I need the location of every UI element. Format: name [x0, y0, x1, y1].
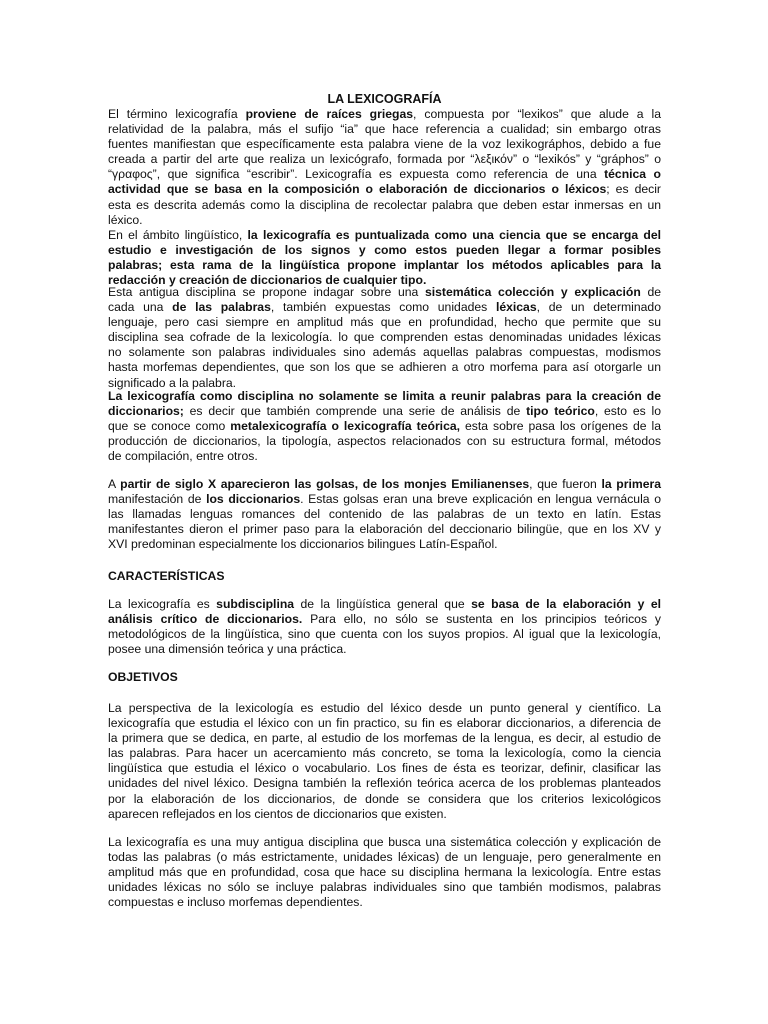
text-run: , que fueron [529, 477, 602, 491]
text-line [108, 198, 661, 213]
paragraph-objetivos [108, 701, 661, 822]
bold-text: sistemática colección y explicación [424, 285, 641, 299]
text-line [108, 404, 661, 419]
text-line [108, 865, 661, 880]
text-run: todas las palabras (o más estrictamente, unidades léxicas) de un lenguaje, pero generalmente en [108, 850, 661, 865]
paragraph-history [108, 477, 661, 552]
text-line [108, 895, 661, 910]
text-line [108, 731, 661, 746]
bold-text: léxicas [495, 300, 537, 315]
bold-text: diccionarios; [108, 404, 184, 419]
text-run: esta sobre pasa los orígenes de la [460, 419, 661, 434]
heading-objetivos: OBJETIVOS [108, 670, 178, 684]
text-run: XVI predominan especialmente los diccionarios bilingues Latín-Español. [108, 537, 498, 552]
text-line [108, 419, 661, 434]
text-line [108, 152, 661, 167]
bold-text: análisis crítico de diccionarios. [108, 612, 303, 627]
text-run: . Estas golsas eran una breve explicación en lengua vernácula o [300, 492, 661, 507]
paragraph-caracteristicas [108, 597, 661, 657]
text-line [108, 389, 661, 404]
text-run: Para ello, no sólo se sustenta en los principios teóricos y [302, 612, 662, 627]
text-run: unidades del nivel léxico. Designa también la reflexión teórica acerca de los problemas planteados [108, 776, 661, 791]
text-run: significado a la palabra. [108, 375, 237, 390]
text-run: La lexicografía es [108, 597, 217, 611]
bold-text: de las palabras [172, 300, 271, 315]
text-line [108, 627, 661, 642]
bold-text: proviene de raíces griegas [245, 107, 414, 121]
text-run: A [108, 477, 121, 491]
document-title: LA LEXICOGRAFÍA [327, 92, 442, 106]
bold-text: los diccionarios [206, 492, 301, 507]
text-line [108, 597, 661, 612]
text-line [108, 182, 661, 197]
text-run: El término lexicografía [108, 107, 246, 121]
paragraph-linguistic-scope [108, 228, 661, 288]
bold-text: estudio e investigación de los signos y como estos pueden llegar a formar posibles [108, 243, 661, 258]
text-line [108, 122, 661, 137]
paragraph-metalexicografia [108, 389, 661, 464]
text-run: lingüística que estudia el léxico o vocabulario. Los fines de ésta es teorizar, definir, clasificar las [108, 761, 661, 776]
text-run: no solamente son palabras individuales sino además aquellas palabras compuestas, modismos [108, 345, 661, 360]
text-line [108, 228, 661, 243]
text-line [108, 537, 661, 552]
text-run: compuestas e incluso morfemas dependientes. [108, 895, 363, 910]
text-line [108, 345, 661, 360]
bold-text: redacción y creación de diccionarios de cualquier tipo. [108, 273, 427, 288]
bold-text: subdisciplina [216, 597, 295, 611]
bold-text: partir de siglo X aparecieron las golsas, de los monjes Emilianenses [120, 477, 530, 491]
text-line [108, 776, 661, 791]
text-line [108, 850, 661, 865]
text-line [108, 612, 661, 627]
text-line [108, 330, 661, 345]
text-run: disciplina sea cofrade de la lexicología. lo que comprenden estas denominadas unidades léxicas [108, 330, 661, 345]
paragraph-intro [108, 107, 661, 228]
text-line [108, 434, 661, 449]
bold-text: actividad que se basa en la composición o elaboración de diccionarios o léxicos [108, 182, 607, 197]
text-line [108, 107, 661, 122]
text-run: Esta antigua disciplina se propone indagar sobre una [108, 285, 425, 299]
paragraph-antigua-disciplina-2 [108, 835, 661, 910]
bold-text: técnica o [604, 167, 661, 182]
text-run: de la lingüística general que [294, 597, 472, 611]
text-run: En el ámbito lingüístico, [108, 228, 248, 242]
text-run: las llamadas lenguas romances del contenido de las palabras de un texto en latín. Estas [108, 507, 661, 522]
text-run: unidades léxicas no sólo se incluye palabras individuales sino que también modismos, palabras [108, 880, 661, 895]
text-run: metodológicos de la lingüística, sino que cuenta con los suyos propios. Al igual que la lexicología, [108, 627, 661, 642]
text-run: , de un determinado [536, 300, 661, 315]
text-line [108, 522, 661, 537]
bold-text: palabras; esta rama de la lingüística propone implantar los métodos aplicables para la [108, 258, 661, 273]
text-line [108, 701, 661, 716]
text-run: relatividad de la palabra, más el sufijo “ia” que hace referencia a cualidad; sin embargo otras [108, 122, 661, 137]
text-line [108, 243, 661, 258]
text-run: las palabras. Para hacer un acercamiento más concreto, se toma la lexicología, como la ciencia [108, 746, 661, 761]
text-run: , también expuestas como unidades [270, 300, 496, 315]
text-run: , compuesta por “lexikos” que alude a la [413, 107, 661, 121]
text-line [108, 258, 661, 273]
text-run: ; es decir [606, 182, 661, 197]
text-run: manifestación de [108, 492, 207, 507]
text-run: de [640, 285, 661, 299]
paragraph-antigua-disciplina [108, 285, 661, 391]
text-run: por la elaboración de los diccionarios, de donde se considera que los criterios lexicológicos [108, 791, 661, 806]
text-run: hasta morfemas dependientes, que son los que se adhieren a otro morfema para así otorgarle un [108, 360, 661, 375]
bold-text: metalexicografía o lexicografía teórica, [230, 419, 461, 434]
text-run: manifestantes dieron el primer paso para la elaboración del deccionario bilingüe, que en los XV y [108, 522, 661, 537]
text-line [108, 507, 661, 522]
text-line [108, 835, 661, 850]
text-line [108, 213, 661, 228]
text-run: “γραφος”, que significa “escribir”. Lexicografía es expuesta como referencia de una [108, 167, 605, 182]
text-run: léxico. [108, 212, 143, 227]
text-line [108, 746, 661, 761]
text-line [108, 360, 661, 375]
text-run: esta es descrita además como la disciplina de recolectar palabra que deben estar inmersas en un [108, 197, 661, 212]
text-run: aparecen reflejados en los cientos de diccionarios que existen. [108, 806, 447, 821]
heading-caracteristicas: CARACTERÍSTICAS [108, 569, 225, 583]
text-line [108, 807, 661, 822]
text-run: amplitud más que en profundidad, cosa que hace su disciplina hermana la lexicología. Entre estas [108, 865, 661, 880]
bold-text: tipo teórico [526, 404, 595, 419]
text-run: La lexicografía es una muy antigua disciplina que busca una sistemática colección y explicación de [108, 835, 661, 849]
text-run: producción de diccionarios, la tipología, aspectos relacionados con su estructura formal, métodos [108, 434, 661, 449]
text-line [108, 792, 661, 807]
text-line [108, 477, 661, 492]
text-line [108, 880, 661, 895]
bold-text: La lexicografía como disciplina no solamente se limita a reunir palabras para la creación de [108, 389, 661, 403]
text-line [108, 716, 661, 731]
text-line [108, 761, 661, 776]
text-line [108, 285, 661, 300]
text-run: fuentes manifiestan que específicamente esta palabra viene de la voz lexikográphos, debido a fue [108, 137, 661, 152]
bold-text: se basa de la elaboración y el [471, 597, 661, 611]
text-run: que se conoce como [108, 419, 231, 434]
text-line [108, 642, 661, 657]
text-run: creada a partir del arte que realiza un lexicógrafo, formada por “λεξικόν” o “lexikós” y “gráphos” o [108, 152, 661, 167]
text-run: de compilación, entre otros. [108, 449, 258, 464]
text-line [108, 137, 661, 152]
text-run: lenguaje, pero casi siempre en amplitud más que en profundidad, hecho que permite que su [108, 315, 661, 330]
text-run: posee una dimensión teórica y una práctica. [108, 642, 347, 657]
text-run: es decir que también comprende una serie de análisis de [183, 404, 527, 419]
bold-text: la lexicografía es puntualizada como una ciencia que se encarga del [247, 228, 661, 242]
text-line [108, 167, 661, 182]
text-run: La perspectiva de la lexicología es estudio del léxico desde un punto general y científico. La [108, 701, 661, 715]
text-run: la primera que se dedica, en parte, al estudio de los morfemas de la lengua, es decir, al estudio de [108, 731, 661, 746]
text-line [108, 300, 661, 315]
text-run: , esto es lo [594, 404, 661, 419]
text-line [108, 315, 661, 330]
bold-text: la primera [601, 477, 661, 491]
text-run: lexicografía que estudia el léxico con un fin practico, su fin es elaborar diccionarios, a diferencia de [108, 716, 661, 731]
text-line [108, 449, 661, 464]
text-line [108, 492, 661, 507]
text-run: cada una [108, 300, 173, 315]
